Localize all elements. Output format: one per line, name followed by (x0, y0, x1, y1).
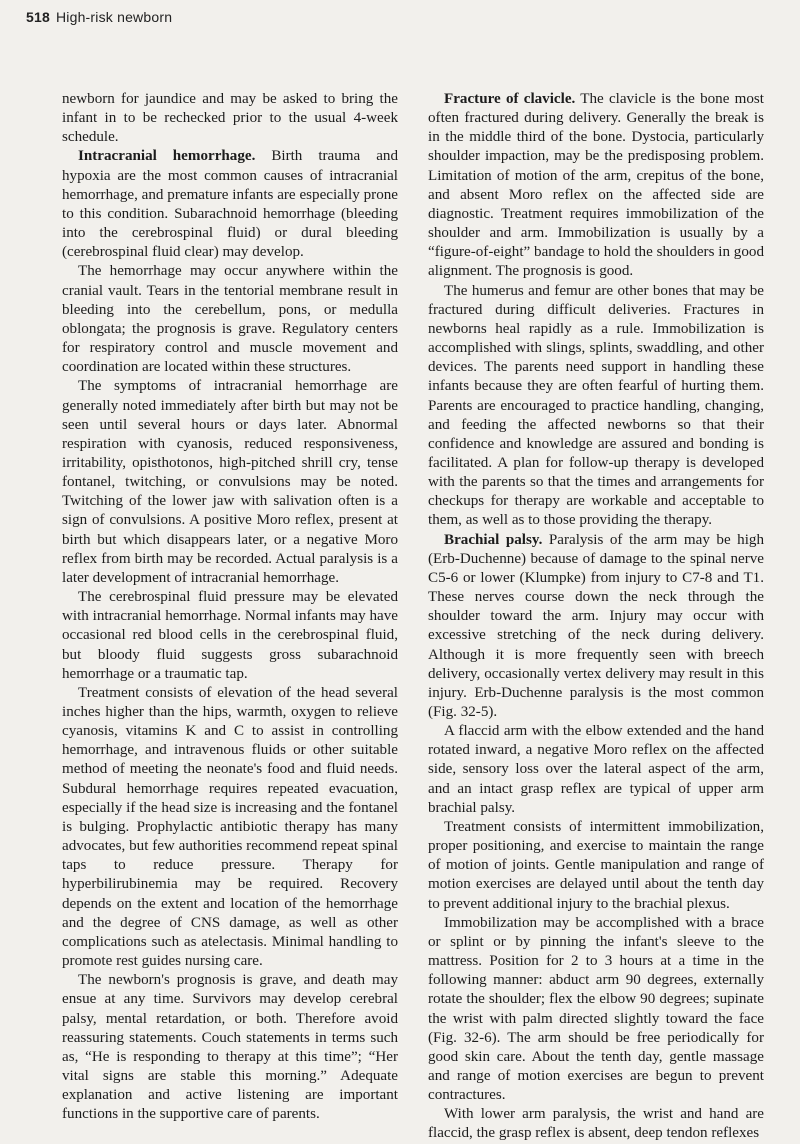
paragraph-text: The clavicle is the bone most often fractured during delivery. Generally the break is in the middle third of the bone. Dystocia, particularly shoulder impaction, may be the predisposing problem. Limitation of motion of the arm, crepitus of the bone, and absent Moro reflex on the affected side are diagnostic. Treatment requires immobilization of the shoulder and arm. Immobilization is usually by a “figure-of-eight” bandage to hold the shoulders in good alignment. The prognosis is good. (428, 91, 764, 280)
paragraph: With lower arm paralysis, the wrist and hand are flaccid, the grasp reflex is absent, deep tendon reflexes (428, 1106, 764, 1142)
section-title: High-risk newborn (55, 9, 173, 25)
paragraph: Immobilization may be accomplished with a brace or splint or by pinning the infant's sleeve to the mattress. Position for 2 to 3 hours at a time in the following manner: abduct arm 90 degrees, externally rotate the shoulder; flex the elbow 90 degrees; supinate the wrist with palm directed slightly toward the face (Fig. 32-6). The arm should be free periodically for good skin care. About the tenth day, gentle massage and range of motion exercises are begun to prevent contractures. (428, 914, 764, 1104)
paragraph-text: Paralysis of the arm may be high (Erb-Duchenne) because of damage to the spinal nerve C5-6 or lower (Klumpke) from injury to C7-8 and T1. These nerves course down the neck through the shoulder toward the arm. Injury may occur with excessive stretching of the neck during delivery. Although it is more frequently seen with breech delivery, occasionally vertex delivery may result in this injury. Erb-Duchenne paralysis is the most common (Fig. 32-5). (428, 531, 764, 720)
paragraph: The humerus and femur are other bones that may be fractured during difficult deliveries. Fractures in newborns heal rapidly as a rule. Immobilization is accomplished with slings, splints, swaddling, and other devices. The parents need support in handling these infants because they are often fearful of hurting them. Parents are encouraged to practice handling, changing, and feeding the affected newborns so that their confidence and knowledge are assured and bonding is facilitated. A plan for follow-up therapy is developed with the parents so that the times and arrangements for checkups for therapy are workable and acceptable to them, as well as to those providing the therapy. (428, 282, 764, 529)
run-in-heading: Intracranial hemorrhage. (78, 148, 256, 165)
paragraph: The symptoms of intracranial hemorrhage are generally noted immediately after birth but may not be seen until several hours or days later. Abnormal respiration with cyanosis, reduced responsiveness, irritability, opisthotonos, high-pitched shrill cry, tense fontanel, twitching, or convulsions may be noted. Twitching of the lower jaw with salivation often is a sign of convulsions. A positive Moro reflex, present at birth but which disappears later, or a negative Moro reflex from birth may be recorded. Actual paralysis is a later development of intracranial hemorrhage. (62, 378, 398, 586)
paragraph-intracranial-hemorrhage (62, 147, 398, 262)
run-in-heading: Brachial palsy. (444, 531, 543, 548)
paragraph-fracture-of-clavicle (428, 90, 764, 282)
paragraph: newborn for jaundice and may be asked to bring the infant in to be rechecked prior to the usual 4-week schedule. (62, 91, 398, 146)
running-head (26, 9, 172, 25)
paragraph: A flaccid arm with the elbow extended and the hand rotated inward, a negative Moro reflex on the affected side, sensory loss over the lateral aspect of the arm, and an intact grasp reflex are typical of upper arm brachial palsy. (428, 723, 764, 816)
paragraph: The cerebrospinal fluid pressure may be elevated with intracranial hemorrhage. Normal infants may have occasional red blood cells in the cerebrospinal fluid, but bloody fluid suggests gross subarachnoid hemorrhage or a traumatic tap. (62, 589, 398, 682)
paragraph: The hemorrhage may occur anywhere within the cranial vault. Tears in the tentorial membrane result in bleeding into the cerebellum, pons, or medulla oblongata; the prognosis is grave. Regulatory centers for respiratory control and muscle movement and coordination are located within these structures. (62, 263, 398, 376)
page-number: 518 (26, 9, 50, 25)
paragraph: Treatment consists of intermittent immobilization, proper positioning, and exercise to maintain the range of motion of joints. Gentle manipulation and range of motion exercises are delayed until about the tenth day to prevent additional injury to the brachial plexus. (428, 818, 764, 912)
paragraph-text: Birth trauma and hypoxia are the most common causes of intracranial hemorrhage, and premature infants are especially prone to this condition. Subarachnoid hemorrhage (bleeding into the cerebrospinal fluid) or dural bleeding (cerebrospinal fluid clear) may develop. (62, 148, 398, 261)
paragraph: The newborn's prognosis is grave, and death may ensue at any time. Survivors may develop cerebral palsy, mental retardation, or both. Therefore avoid reassuring statements. Couch statements in terms such as, “He is responding to therapy at this time”; “Her vital signs are stable this morning.” Adequate explanation and active listening are important functions in the supportive care of parents. (62, 972, 398, 1123)
right-column (428, 90, 764, 1144)
paragraph: Treatment consists of elevation of the head several inches higher than the hips, warmth, oxygen to relieve cyanosis, vitamins K and C to assist in controlling hemorrhage, and intravenous fluids or other suitable method of meeting the neonate's food and fluid needs. Subdural hemorrhage requires repeated evacuation, especially if the head size is increasing and the fontanel is bulging. Prophylactic antibiotic therapy has many advocates, but few authorities recommend repeat spinal taps to reduce pressure. Therapy for hyperbilirubinemia may be required. Recovery depends on the extent and location of the hemorrhage and the degree of CNS damage, as well as other complications such as atelectasis. Minimal handling to promote rest guides nursing care. (62, 684, 398, 970)
left-column (62, 90, 398, 1124)
run-in-heading: Fracture of clavicle. (444, 91, 576, 107)
paragraph-brachial-palsy (428, 531, 764, 723)
